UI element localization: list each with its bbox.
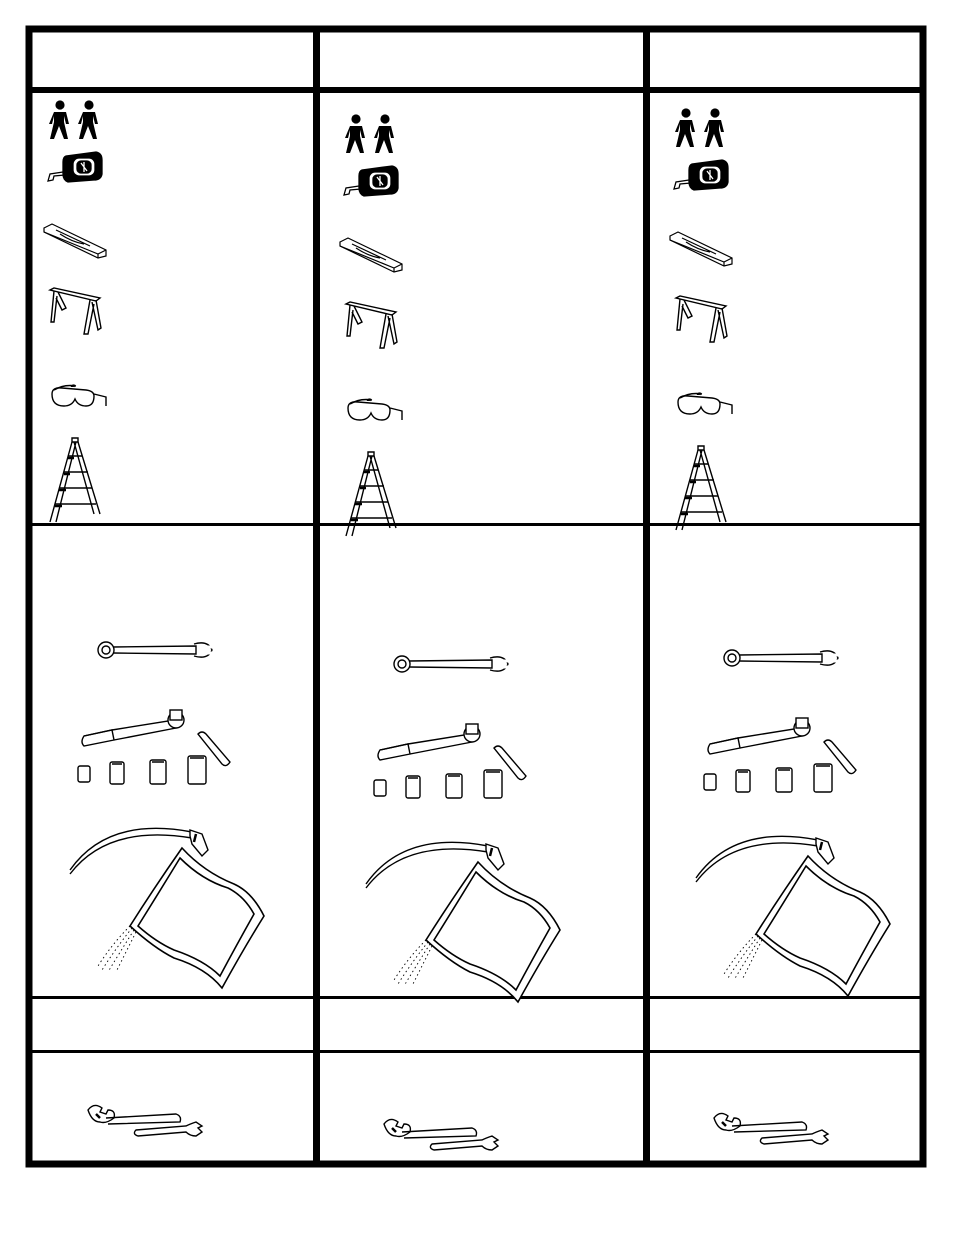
column-divider: [643, 29, 650, 1164]
row-divider: [29, 1050, 923, 1053]
socket-set-icon: [78, 706, 234, 786]
step-ladder-icon: [48, 436, 102, 522]
table-border: [29, 29, 923, 1164]
two-people-icon: [47, 100, 103, 142]
row-divider: [29, 523, 923, 526]
plank-icon: [42, 222, 106, 260]
combination-wrench-icon: [96, 638, 214, 662]
column-2: [340, 114, 560, 1150]
safety-glasses-icon: [48, 384, 108, 408]
header-divider: [29, 87, 923, 93]
adjustable-wrenches-icon: [86, 1104, 204, 1138]
tape-measure-icon: [46, 150, 104, 184]
column-3: [670, 108, 890, 1144]
column-divider: [313, 29, 320, 1164]
sawhorse-icon: [48, 286, 102, 336]
drop-cloth-icon: [62, 848, 234, 988]
row-divider: [29, 996, 923, 999]
